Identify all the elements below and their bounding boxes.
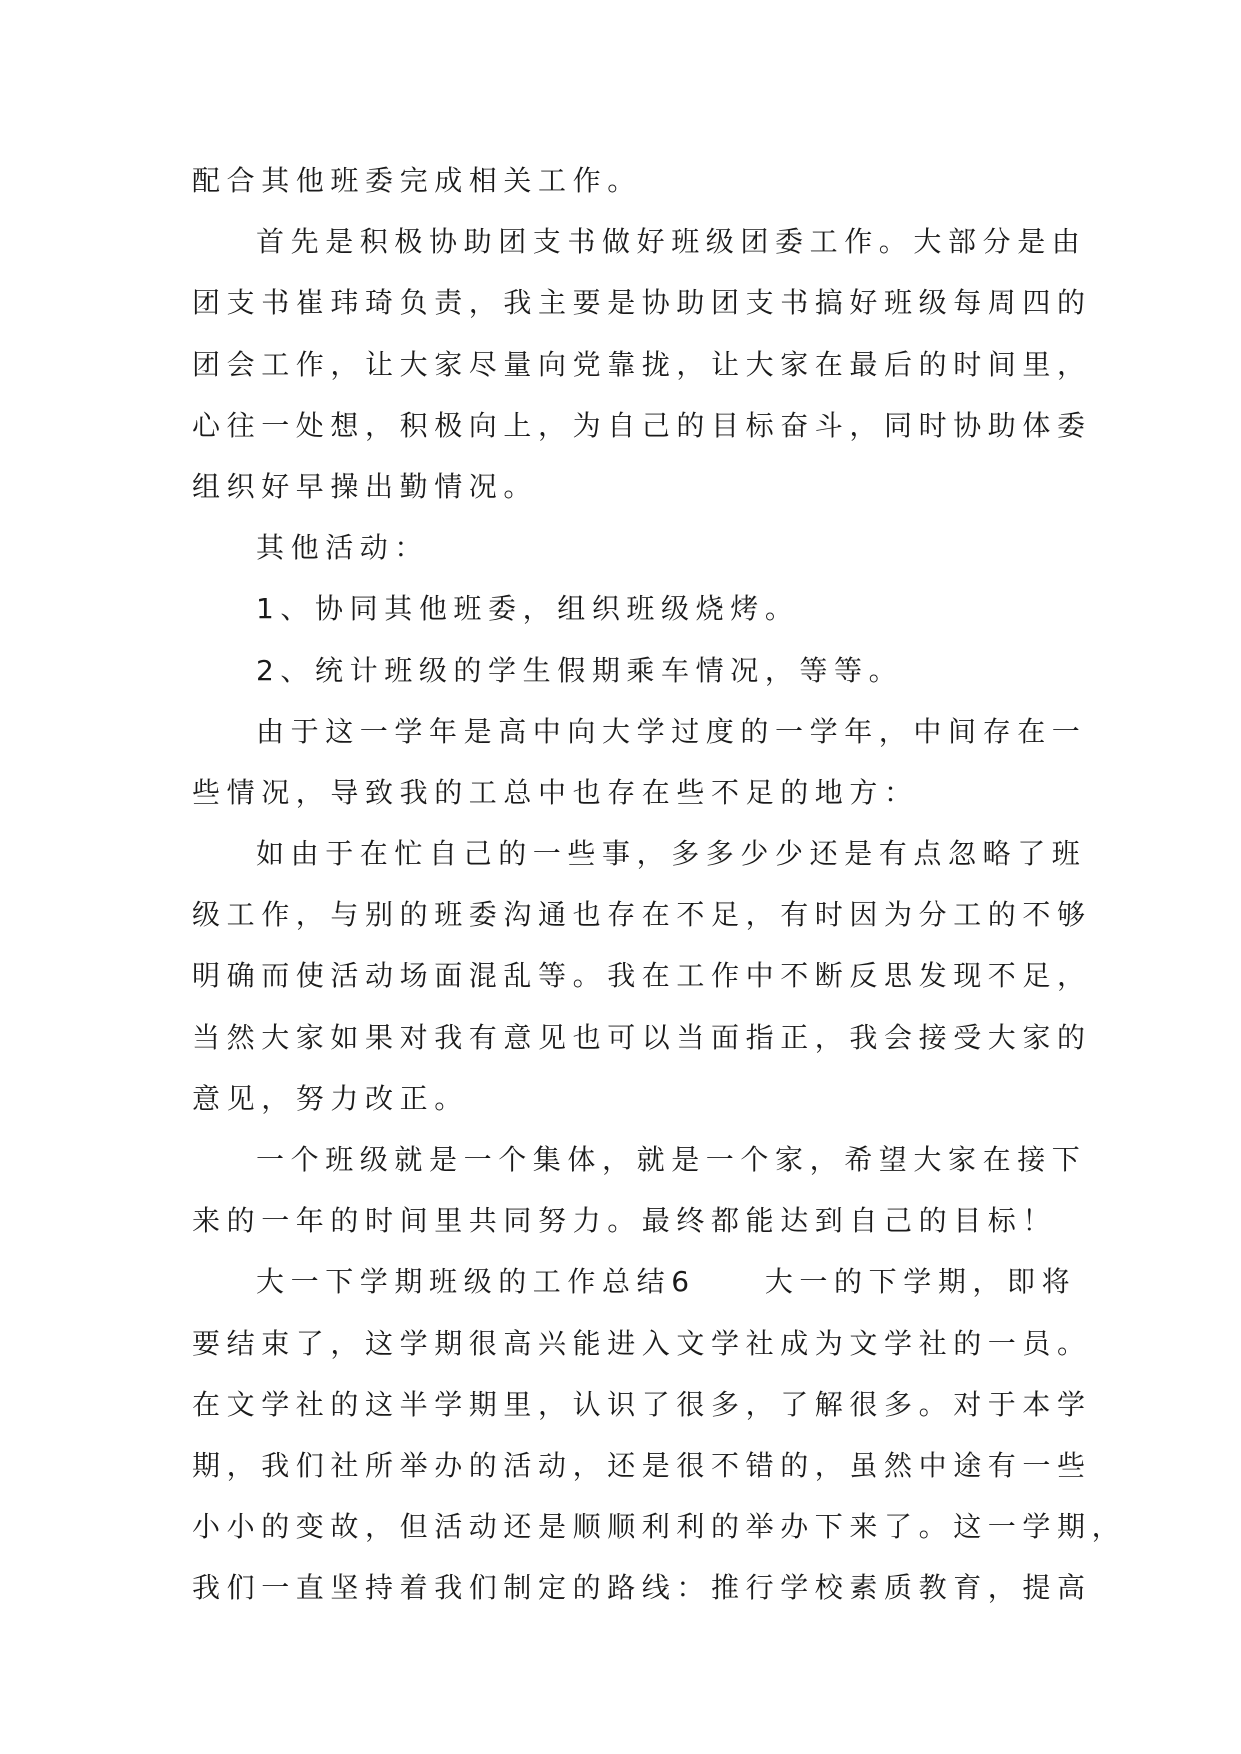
paragraph-start-line: 一个班级就是一个集体，就是一个家，希望大家在接下: [256, 1143, 1087, 1176]
section-heading-line: 其他活动：: [256, 531, 430, 565]
text-line: 要结束了，这学期很高兴能进入文学社成为文学社的一员。: [192, 1326, 1092, 1360]
text-line: 团会工作，让大家尽量向党靠拢，让大家在最后的时间里，: [192, 347, 1092, 381]
text-line: 团支书崔玮琦负责，我主要是协助团支书搞好班级每周四的: [192, 286, 1092, 320]
list-item-line: 1、协同其他班委，组织班级烧烤。: [256, 592, 800, 626]
text-line: 当然大家如果对我有意见也可以当面指正，我会接受大家的: [192, 1020, 1092, 1054]
list-item-line: 2、统计班级的学生假期乘车情况，等等。: [256, 653, 904, 687]
text-line: 组织好早操出勤情况。: [192, 469, 539, 503]
text-line: 期，我们社所举办的活动，还是很不错的，虽然中途有一些: [192, 1448, 1092, 1482]
paragraph-start-line: 如由于在忙自己的一些事，多多少少还是有点忽略了班: [256, 837, 1087, 871]
text-line: 意见，努力改正。: [192, 1081, 469, 1115]
text-line: 心往一处想，积极向上，为自己的目标奋斗，同时协助体委: [192, 408, 1092, 442]
text-line: 我们一直坚持着我们制定的路线：推行学校素质教育，提高: [192, 1571, 1092, 1605]
paragraph-start-line: 由于这一学年是高中向大学过度的一学年，中间存在一: [256, 714, 1087, 748]
paragraph-start-line: 大一下学期班级的工作总结6 大一的下学期，即将: [256, 1265, 1077, 1299]
document-body: [192, 150, 1127, 1619]
text-line: 级工作，与别的班委沟通也存在不足，有时因为分工的不够: [192, 898, 1092, 932]
text-line: 在文学社的这半学期里，认识了很多，了解很多。对于本学: [192, 1387, 1092, 1421]
text-line: 些情况，导致我的工总中也存在些不足的地方：: [192, 775, 919, 809]
text-line: 配合其他班委完成相关工作。: [192, 164, 642, 197]
text-line: 明确而使活动场面混乱等。我在工作中不断反思发现不足，: [192, 959, 1092, 993]
text-line: 来的一年的时间里共同努力。最终都能达到自己的目标！: [192, 1204, 1058, 1238]
paragraph-start-line: 首先是积极协助团支书做好班级团委工作。大部分是由: [256, 225, 1087, 259]
text-line: 小小的变故，但活动还是顺顺利利的举办下来了。这一学期，: [192, 1510, 1127, 1544]
